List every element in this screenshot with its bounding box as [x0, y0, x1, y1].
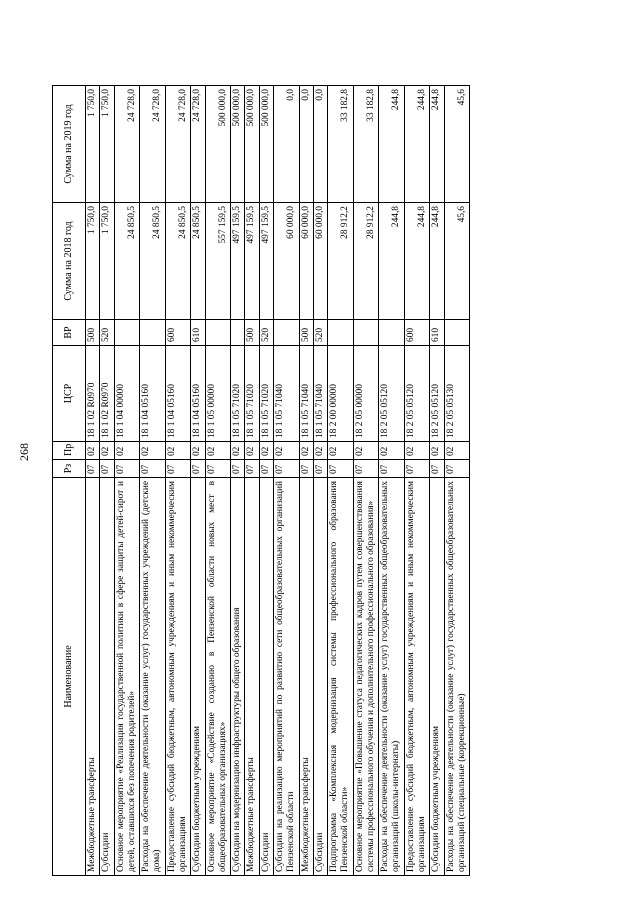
row-rz: 07: [404, 460, 430, 478]
row-name: Субсидии бюджетным учреждениям: [430, 478, 444, 876]
table-row: [379, 86, 405, 876]
row-sum-2019: 1 750,0: [86, 86, 100, 203]
row-name: Субсидии: [100, 478, 114, 876]
row-pr: 02: [191, 442, 205, 460]
row-csr: 18 2 00 00000: [328, 346, 354, 442]
row-sum-2018: 24 850,5: [140, 203, 166, 320]
header-vr: ВР: [53, 320, 86, 346]
row-sum-2019: 500 000,0: [259, 86, 273, 203]
row-vr: [353, 320, 379, 346]
row-sum-2018: 24 850,5: [114, 203, 140, 320]
row-rz: 07: [231, 460, 245, 478]
row-sum-2019: 244,8: [379, 86, 405, 203]
row-sum-2018: 497 159,5: [231, 203, 245, 320]
row-rz: 07: [328, 460, 354, 478]
row-pr: 02: [259, 442, 273, 460]
row-sum-2019: 33 182,8: [353, 86, 379, 203]
row-name: Основное мероприятие «Содействие созданию в Пензенской области новых мест в общеобразовательных организациях»: [205, 478, 231, 876]
row-rz: 07: [114, 460, 140, 478]
row-rz: 07: [259, 460, 273, 478]
row-rz: 07: [245, 460, 259, 478]
row-pr: 02: [444, 442, 470, 460]
row-pr: 02: [245, 442, 259, 460]
row-vr: [140, 320, 166, 346]
row-rz: 07: [86, 460, 100, 478]
row-vr: 520: [259, 320, 273, 346]
row-csr: 18 1 04 00000: [114, 346, 140, 442]
row-vr: 610: [191, 320, 205, 346]
row-sum-2019: 500 000,0: [245, 86, 259, 203]
row-pr: 02: [205, 442, 231, 460]
header-sum-2019: Сумма на 2019 год: [53, 86, 86, 203]
row-sum-2018: 60 000,0: [313, 203, 327, 320]
row-sum-2019: 244,8: [404, 86, 430, 203]
table-row: [245, 86, 259, 876]
row-name: Предоставление субсидий бюджетным, автономным учреждениям и иным некоммерческим организациям: [165, 478, 191, 876]
row-rz: 07: [191, 460, 205, 478]
row-rz: 07: [273, 460, 299, 478]
row-rz: 07: [165, 460, 191, 478]
row-sum-2019: 33 182,8: [328, 86, 354, 203]
row-vr: 600: [165, 320, 191, 346]
row-rz: 07: [353, 460, 379, 478]
row-sum-2019: 0,0: [313, 86, 327, 203]
row-vr: 500: [299, 320, 313, 346]
table-row: [205, 86, 231, 876]
table-row: [404, 86, 430, 876]
row-vr: [444, 320, 470, 346]
row-name: Субсидии бюджетным учреждениям: [191, 478, 205, 876]
table-row: [114, 86, 140, 876]
row-rz: 07: [379, 460, 405, 478]
row-vr: [328, 320, 354, 346]
row-name: Межбюджетные трансферты: [86, 478, 100, 876]
table-row: [273, 86, 299, 876]
row-name: Основное мероприятие «Реализация государственной политики в сфере защиты детей-сирот и детей, оставшихся без попечения родителей»: [114, 478, 140, 876]
table-row: [259, 86, 273, 876]
table-wrapper: [52, 86, 470, 876]
page-number: 268: [17, 443, 31, 461]
row-sum-2018: 244,8: [430, 203, 444, 320]
row-vr: [231, 320, 245, 346]
row-pr: 02: [353, 442, 379, 460]
row-csr: 18 1 05 71020: [245, 346, 259, 442]
row-vr: 600: [404, 320, 430, 346]
row-name: Расходы на обеспечение деятельности (оказание услуг) государственных учреждений (детские дома): [140, 478, 166, 876]
row-pr: 02: [404, 442, 430, 460]
row-sum-2018: 28 912,2: [328, 203, 354, 320]
header-name: Наименование: [53, 478, 86, 876]
row-rz: 07: [140, 460, 166, 478]
row-vr: 520: [313, 320, 327, 346]
row-sum-2019: 24 728,0: [191, 86, 205, 203]
row-name: Подпрограмма «Комплексная модернизация системы профессионального образования Пензенской области»: [328, 478, 354, 876]
row-sum-2019: 1 750,0: [100, 86, 114, 203]
table-row: [430, 86, 444, 876]
row-pr: 02: [165, 442, 191, 460]
row-rz: 07: [430, 460, 444, 478]
row-sum-2018: 1 750,0: [86, 203, 100, 320]
row-name: Основное мероприятие «Повышение статуса педагогических кадров путем совершенствования системы профессионального обучения и дополнительного профессионального образования»: [353, 478, 379, 876]
header-rz: Рз: [53, 460, 86, 478]
row-csr: 18 2 05 05120: [430, 346, 444, 442]
row-sum-2018: 45,6: [444, 203, 470, 320]
row-name: Субсидии на реализацию мероприятий по развитию сети общеобразовательных организаций Пензенской области: [273, 478, 299, 876]
row-sum-2019: 500 000,0: [231, 86, 245, 203]
row-csr: 18 2 05 05120: [404, 346, 430, 442]
row-csr: 18 1 05 00000: [205, 346, 231, 442]
row-vr: [379, 320, 405, 346]
row-rz: 07: [205, 460, 231, 478]
row-name: Межбюджетные трансферты: [245, 478, 259, 876]
row-pr: 02: [231, 442, 245, 460]
row-sum-2018: 60 000,0: [273, 203, 299, 320]
row-sum-2018: 60 000,0: [299, 203, 313, 320]
row-vr: [205, 320, 231, 346]
table-row: [313, 86, 327, 876]
row-vr: 500: [245, 320, 259, 346]
table-row: [140, 86, 166, 876]
row-vr: 520: [100, 320, 114, 346]
table-row: [353, 86, 379, 876]
row-name: Межбюджетные трансферты: [299, 478, 313, 876]
table-body: [86, 86, 470, 876]
row-pr: 02: [140, 442, 166, 460]
row-rz: 07: [299, 460, 313, 478]
row-pr: 02: [100, 442, 114, 460]
table-row: [231, 86, 245, 876]
row-pr: 02: [328, 442, 354, 460]
row-pr: 02: [379, 442, 405, 460]
row-name: Расходы на обеспечение деятельности (оказание услуг) государственных общеобразовательных организаций (специальные (коррекционные): [444, 478, 470, 876]
row-vr: [114, 320, 140, 346]
row-sum-2019: 500 000,0: [205, 86, 231, 203]
row-sum-2018: 1 750,0: [100, 203, 114, 320]
row-name: Субсидии: [259, 478, 273, 876]
row-csr: 18 1 02 R0970: [100, 346, 114, 442]
row-sum-2019: 24 728,0: [114, 86, 140, 203]
row-sum-2018: 28 912,2: [353, 203, 379, 320]
row-sum-2018: 497 159,5: [259, 203, 273, 320]
row-name: Предоставление субсидий бюджетным, автономным учреждениям и иным некоммерческим организациям: [404, 478, 430, 876]
row-sum-2018: 497 159,5: [245, 203, 259, 320]
row-sum-2019: 45,6: [444, 86, 470, 203]
row-csr: 18 1 05 71020: [259, 346, 273, 442]
row-rz: 07: [313, 460, 327, 478]
header-sum-2018: Сумма на 2018 год: [53, 203, 86, 320]
row-sum-2018: 244,8: [404, 203, 430, 320]
row-pr: 02: [86, 442, 100, 460]
row-csr: 18 1 04 05160: [140, 346, 166, 442]
row-vr: 610: [430, 320, 444, 346]
row-pr: 02: [273, 442, 299, 460]
row-csr: 18 1 05 71040: [299, 346, 313, 442]
row-name: Субсидии: [313, 478, 327, 876]
row-sum-2018: 557 159,5: [205, 203, 231, 320]
row-name: Расходы на обеспечение деятельности (оказание услуг) государственных общеобразовательных организаций (школы-интернаты): [379, 478, 405, 876]
row-sum-2019: 24 728,0: [165, 86, 191, 203]
row-name: Субсидии на модернизацию инфраструктуры общего образования: [231, 478, 245, 876]
row-pr: 02: [430, 442, 444, 460]
row-sum-2019: 244,8: [430, 86, 444, 203]
header-pr: Пр: [53, 442, 86, 460]
table-row: [165, 86, 191, 876]
row-sum-2019: 0,0: [299, 86, 313, 203]
row-rz: 07: [444, 460, 470, 478]
row-csr: 18 1 05 71040: [313, 346, 327, 442]
row-vr: [273, 320, 299, 346]
table-row: [444, 86, 470, 876]
row-sum-2018: 244,8: [379, 203, 405, 320]
row-sum-2018: 24 850,5: [165, 203, 191, 320]
table-row: [328, 86, 354, 876]
row-csr: 18 2 05 05120: [379, 346, 405, 442]
table-row: [100, 86, 114, 876]
row-pr: 02: [299, 442, 313, 460]
table-row: [191, 86, 205, 876]
table-row: [86, 86, 100, 876]
table-row: [299, 86, 313, 876]
table-header-row: [53, 86, 86, 876]
row-rz: 07: [100, 460, 114, 478]
row-csr: 18 2 05 00000: [353, 346, 379, 442]
row-vr: 500: [86, 320, 100, 346]
row-csr: 18 1 05 71040: [273, 346, 299, 442]
row-pr: 02: [313, 442, 327, 460]
row-csr: 18 1 02 R0970: [86, 346, 100, 442]
budget-table: [52, 85, 470, 876]
row-csr: 18 2 05 05130: [444, 346, 470, 442]
row-csr: 18 1 05 71020: [231, 346, 245, 442]
row-csr: 18 1 04 05160: [191, 346, 205, 442]
header-csr: ЦСР: [53, 346, 86, 442]
row-sum-2019: 0,0: [273, 86, 299, 203]
row-sum-2019: 24 728,0: [140, 86, 166, 203]
row-csr: 18 1 04 05160: [165, 346, 191, 442]
row-sum-2018: 24 850,5: [191, 203, 205, 320]
row-pr: 02: [114, 442, 140, 460]
